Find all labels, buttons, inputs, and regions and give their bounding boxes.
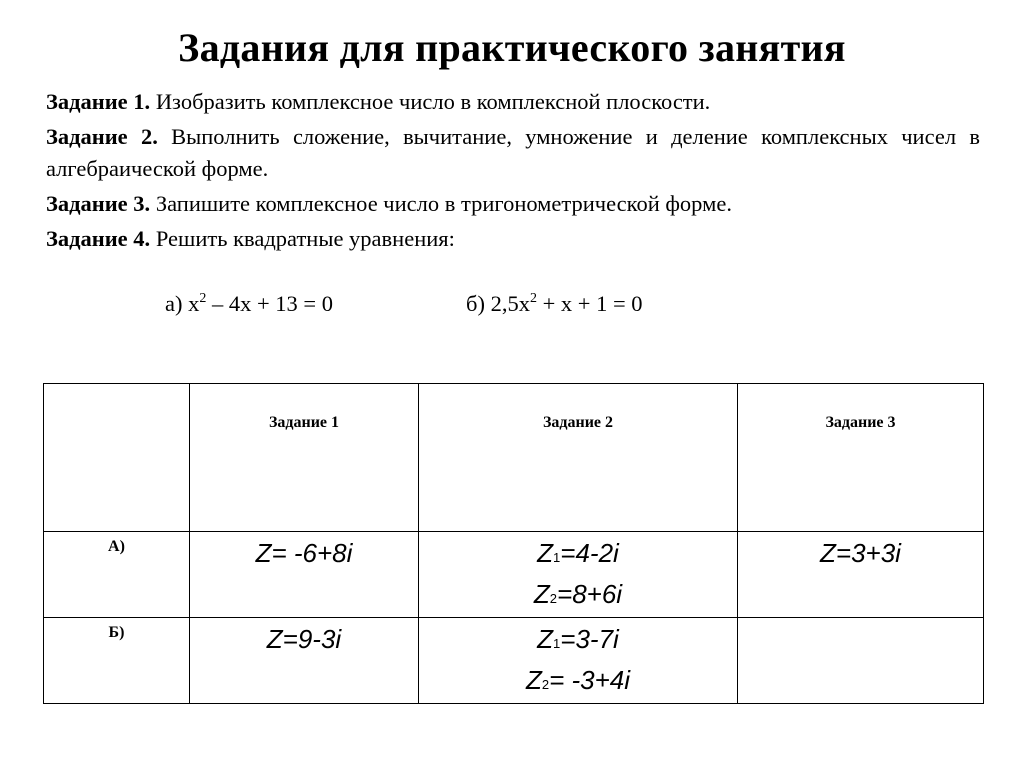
z-subscript: 2 (549, 591, 558, 606)
row-b-z2 (419, 662, 737, 703)
task-2 (46, 121, 980, 185)
row-a-z1 (419, 535, 737, 576)
task-2-label: Задание 2. (46, 124, 158, 149)
row-a-task-1: Z= -6+8i (190, 532, 419, 618)
results-table (43, 383, 984, 704)
task-1-text: Изобразить комплексное число в комплексной плоскости. (150, 89, 711, 114)
z-subscript: 1 (553, 636, 561, 651)
z-symbol: Z (533, 579, 550, 609)
z-value: =8+6i (557, 579, 623, 609)
z-subscript: 1 (553, 550, 561, 565)
equation-a-prefix: а) x (165, 291, 200, 316)
task-2-text: Выполнить сложение, вычитание, умножение и деление комплексных чисел в алгебраической форме. (46, 124, 980, 181)
z-value: =4-2i (560, 538, 619, 568)
equation-b-prefix: б) 2,5x (466, 291, 530, 316)
row-b-task-1: Z=9-3i (190, 618, 419, 704)
table-row (44, 532, 984, 618)
task-1 (46, 86, 980, 118)
z-subscript: 2 (541, 677, 550, 692)
z-symbol: Z (537, 624, 554, 654)
task-4-text: Решить квадратные уравнения: (150, 226, 455, 251)
table-row (44, 618, 984, 704)
z-value: =3-7i (560, 624, 619, 654)
row-label-a: А) (44, 532, 190, 618)
row-label-b: Б) (44, 618, 190, 704)
row-b-task-2 (419, 618, 738, 704)
task-1-label: Задание 1. (46, 89, 151, 114)
header-task-3: Задание 3 (738, 384, 984, 532)
task-4 (46, 223, 980, 255)
equation-b-exponent: 2 (529, 291, 537, 306)
row-a-z2 (419, 576, 737, 617)
header-task-1: Задание 1 (190, 384, 419, 532)
header-task-2: Задание 2 (419, 384, 738, 532)
task-4-label: Задание 4. (46, 226, 151, 251)
row-a-task-2 (419, 532, 738, 618)
equation-a-exponent: 2 (199, 291, 207, 306)
z-symbol: Z (537, 538, 554, 568)
row-b-task-3 (738, 618, 984, 704)
equation-a-rest: – 4x + 13 = 0 (206, 291, 333, 316)
page-title: Задания для практического занятия (178, 25, 846, 70)
row-a-task-3: Z=3+3i (738, 532, 984, 618)
z-symbol: Z (525, 665, 542, 695)
task-3-text: Запишите комплексное число в тригонометрической форме. (150, 191, 732, 216)
row-b-z1 (419, 621, 737, 662)
equation-a (165, 289, 333, 319)
z-value: = -3+4i (549, 665, 631, 695)
task-list (46, 86, 980, 258)
task-3 (46, 188, 980, 220)
table-header-row (44, 384, 984, 532)
header-empty-cell (44, 384, 190, 532)
equation-b (466, 289, 643, 319)
task-3-label: Задание 3. (46, 191, 151, 216)
equation-b-rest: + x + 1 = 0 (536, 291, 643, 316)
